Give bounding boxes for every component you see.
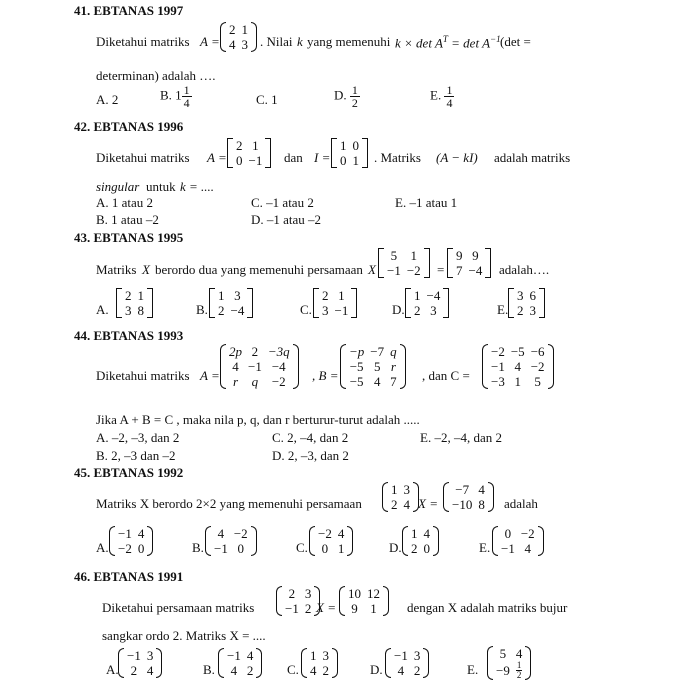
q43-option-b-label[interactable]: B. — [196, 302, 208, 317]
q46-option-e-matrix[interactable]: 5 4 −9 $\frac{1}{2}$ — [487, 646, 531, 680]
q42-option-b[interactable]: B. 1 atau –2 — [96, 212, 159, 227]
q45-option-a-label[interactable]: A. — [96, 540, 109, 555]
q41-condition: $k \times \det A^T = \det A^{-1}$ — [395, 34, 501, 51]
q44-matrix-a: 2p 2 −3q 4 −1 −4 r q −2 — [220, 344, 299, 389]
q42-matrix-a: 2 1 0 −1 — [227, 138, 271, 168]
q41-text2: . Nilai — [260, 34, 293, 49]
q43-option-e-matrix[interactable]: 3 6 2 3 — [508, 288, 545, 318]
q44-c-eq: , dan C = — [422, 368, 470, 383]
q42-text: Diketahui matriks — [96, 150, 190, 165]
q42-a-eq: A = — [207, 150, 227, 165]
q46-option-d-label[interactable]: D. — [370, 662, 383, 677]
q41-text6: determinan) adalah …. — [96, 68, 216, 83]
q46-x-eq: X = — [316, 600, 336, 615]
q41-text4: yang memenuhi — [307, 34, 391, 49]
q46-option-d-matrix[interactable]: −1 3 4 2 — [385, 648, 429, 678]
q42-singular: singular — [96, 179, 140, 194]
q42-text2: . Matriks — [374, 150, 421, 165]
q42-header: 42. EBTANAS 1996 — [74, 119, 184, 134]
q44-option-d[interactable]: D. 2, –3, dan 2 — [272, 448, 349, 463]
q45-option-b-matrix[interactable]: 4 −2 −1 0 — [205, 526, 257, 556]
q44-option-a[interactable]: A. –2, –3, dan 2 — [96, 430, 180, 445]
q41-option-b[interactable]: B. 1 $\frac{1}{4}$ — [160, 83, 190, 110]
q46-text3: sangkar ordo 2. Matriks X = .... — [102, 628, 266, 643]
q41-header: 41. EBTANAS 1997 — [74, 3, 184, 18]
q41-option-d[interactable]: D. $\frac{1}{2}$ — [334, 83, 358, 110]
q44-header: 44. EBTANAS 1993 — [74, 328, 184, 343]
q42-k-eq: k = .... — [180, 179, 215, 194]
q46-option-e-label[interactable]: E. — [467, 662, 479, 677]
q41-text5: (det = — [500, 34, 531, 49]
q46-text: Diketahui persamaan matriks — [102, 600, 255, 615]
q45-header: 45. EBTANAS 1992 — [74, 465, 184, 480]
q46-header: 46. EBTANAS 1991 — [74, 569, 184, 584]
q45-option-c-label[interactable]: C. — [296, 540, 308, 555]
q45-text: Matriks X berordo 2×2 yang memenuhi persamaan — [96, 496, 362, 511]
q45-option-c-matrix[interactable]: −2 4 0 1 — [309, 526, 353, 556]
q45-option-e-label[interactable]: E. — [479, 540, 491, 555]
q46-matrix-r: 10 12 9 1 — [339, 586, 389, 616]
q43-matrix-r: 9 9 7 −4 — [447, 248, 491, 278]
q44-option-b[interactable]: B. 2, –3 dan –2 — [96, 448, 176, 463]
q41-option-a[interactable]: A. 2 — [96, 92, 119, 107]
q43-option-c-matrix[interactable]: 2 1 3 −1 — [313, 288, 357, 318]
q42-option-e[interactable]: E. –1 atau 1 — [395, 195, 458, 210]
q43-header: 43. EBTANAS 1995 — [74, 230, 184, 245]
q43-option-d-matrix[interactable]: 1 −4 2 3 — [405, 288, 449, 318]
q45-option-d-label[interactable]: D. — [389, 540, 402, 555]
q43-option-e-label[interactable]: E. — [497, 302, 509, 317]
q44-question: Jika A + B = C , maka nila p, q, dan r berturur-turut adalah ..... — [96, 412, 420, 427]
q46-option-b-matrix[interactable]: −1 4 4 2 — [218, 648, 262, 678]
q46-text2: dengan X adalah matriks bujur — [407, 600, 568, 615]
q43-text: Matriks — [96, 262, 137, 277]
q43-option-c-label[interactable]: C. — [300, 302, 312, 317]
q42-expr: (A − kI) — [436, 150, 478, 165]
q43-matrix-m: 5 1 −1 −2 — [378, 248, 430, 278]
q43-text3: adalah…. — [499, 262, 550, 277]
q46-matrix-m: 2 3 −1 2 — [276, 586, 320, 616]
q45-text2: adalah — [504, 496, 538, 511]
q45-option-a-matrix[interactable]: −1 4 −2 0 — [109, 526, 153, 556]
q41-k: k — [297, 34, 303, 49]
q45-x-eq: X = — [418, 496, 438, 511]
q46-option-a-matrix[interactable]: −1 3 2 4 — [118, 648, 162, 678]
q46-option-a-label[interactable]: A. — [106, 662, 119, 677]
q42-option-c[interactable]: C. –1 atau 2 — [251, 195, 314, 210]
q43-option-a-label[interactable]: A. — [96, 302, 109, 317]
q41-text: Diketahui matriks — [96, 34, 190, 49]
q42-untuk: untuk — [146, 179, 176, 194]
q42-dan: dan — [284, 150, 303, 165]
q43-option-b-matrix[interactable]: 1 3 2 −4 — [209, 288, 253, 318]
q46-option-c-label[interactable]: C. — [287, 662, 299, 677]
q45-matrix-r: −7 4 −10 8 — [443, 482, 494, 512]
q46-option-c-matrix[interactable]: 1 3 4 2 — [301, 648, 338, 678]
q45-option-b-label[interactable]: B. — [192, 540, 204, 555]
q41-option-e[interactable]: E. $\frac{1}{4}$ — [430, 83, 453, 110]
q46-option-b-label[interactable]: B. — [203, 662, 215, 677]
q44-matrix-b: −p −7 q −5 5 r −5 4 7 — [340, 344, 406, 389]
q45-option-d-matrix[interactable]: 1 4 2 0 — [402, 526, 439, 556]
q42-option-d[interactable]: D. –1 atau –2 — [251, 212, 322, 227]
q41-a-eq: A = — [200, 34, 220, 49]
q41-option-c[interactable]: C. 1 — [256, 92, 278, 107]
q45-matrix-m: 1 3 2 4 — [382, 482, 419, 512]
q43-eq: = — [437, 262, 445, 277]
q44-option-e[interactable]: E. –2, –4, dan 2 — [420, 430, 502, 445]
q43-option-d-label[interactable]: D. — [392, 302, 405, 317]
q41-matrix-a: 2 1 4 3 — [220, 22, 257, 52]
q42-text3: adalah matriks — [494, 150, 571, 165]
q43-x2: X — [368, 262, 376, 277]
q44-a-eq: A = — [200, 368, 220, 383]
q45-option-e-matrix[interactable]: 0 −2 −1 4 — [492, 526, 544, 556]
q42-matrix-i: 1 0 0 1 — [331, 138, 368, 168]
q42-i-eq: I = — [314, 150, 331, 165]
q42-option-a[interactable]: A. 1 atau 2 — [96, 195, 154, 210]
q43-text2: berordo dua yang memenuhi persamaan — [155, 262, 363, 277]
q44-matrix-c: −2 −5 −6 −1 4 −2 −3 1 5 — [482, 344, 554, 389]
q44-option-c[interactable]: C. 2, –4, dan 2 — [272, 430, 349, 445]
q43-x: X — [142, 262, 150, 277]
q44-text: Diketahui matriks — [96, 368, 190, 383]
q43-option-a-matrix[interactable]: 2 1 3 8 — [116, 288, 153, 318]
q44-b-eq: , B = — [312, 368, 339, 383]
